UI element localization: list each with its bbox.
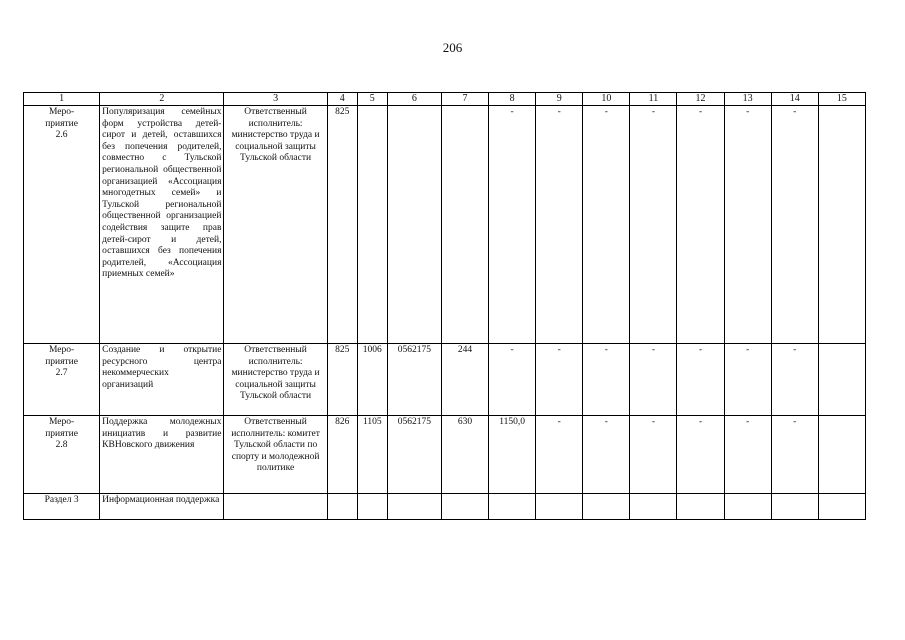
header-row (24, 93, 866, 106)
cell-c7 (441, 106, 488, 344)
row-label-line: приятие (45, 356, 78, 367)
cell-c4: 826 (327, 416, 357, 494)
cell-c8: - (489, 106, 536, 344)
cell-c13: - (724, 106, 771, 344)
cell-c6: 0562175 (387, 416, 441, 494)
cell-c15 (818, 106, 865, 344)
cell-c10 (583, 494, 630, 520)
cell-c5 (357, 106, 387, 344)
cell-c15 (818, 416, 865, 494)
cell-c13: - (724, 416, 771, 494)
page-number: 206 (442, 40, 463, 55)
cell-c12 (677, 494, 724, 520)
row-label-line: приятие (45, 428, 78, 439)
header-cell: 3 (224, 93, 327, 106)
cell-c12: - (677, 416, 724, 494)
header-cell: 4 (327, 93, 357, 106)
header-cell: 5 (357, 93, 387, 106)
section-label: Раздел 3 (24, 494, 100, 520)
cell-c11: - (630, 344, 677, 416)
cell-c11 (630, 494, 677, 520)
cell-c12: - (677, 344, 724, 416)
row-label (24, 106, 100, 344)
cell-c14: - (771, 416, 818, 494)
row-label-line: Меро- (48, 345, 75, 355)
responsible-executor (224, 494, 327, 520)
cell-c10: - (583, 416, 630, 494)
header-cell: 9 (536, 93, 583, 106)
measure-description: Создание и открытие ресурсного центра некоммерческих организаций (100, 344, 224, 416)
cell-c7: 244 (441, 344, 488, 416)
responsible-executor: Ответственный исполнитель: комитет Тульской области по спорту и молодежной политике (224, 416, 327, 494)
header-cell: 2 (100, 93, 224, 106)
cell-c14: - (771, 344, 818, 416)
header-cell: 10 (583, 93, 630, 106)
cell-c15 (818, 494, 865, 520)
cell-c6: 0562175 (387, 344, 441, 416)
cell-c9: - (536, 416, 583, 494)
cell-c15 (818, 344, 865, 416)
cell-c14 (771, 494, 818, 520)
header-cell: 6 (387, 93, 441, 106)
cell-c10: - (583, 106, 630, 344)
cell-c4: 825 (327, 344, 357, 416)
row-label-line: 2.7 (55, 368, 68, 379)
header-cell: 14 (771, 93, 818, 106)
table-row (24, 416, 866, 494)
cell-c9 (536, 494, 583, 520)
row-label-line: 2.6 (55, 130, 68, 141)
cell-c7 (441, 494, 488, 520)
cell-c4 (327, 494, 357, 520)
cell-c4: 825 (327, 106, 357, 344)
cell-c6 (387, 106, 441, 344)
section-description: Информационная поддержка (100, 494, 224, 520)
row-label-line: приятие (45, 118, 78, 129)
responsible-executor: Ответственный исполнитель: министерство труда и социальной защиты Тульской области (224, 106, 327, 344)
header-cell: 15 (818, 93, 865, 106)
cell-c5: 1006 (357, 344, 387, 416)
cell-c9: - (536, 106, 583, 344)
measure-description: Популяризация семейных форм устройства детей-сирот и детей, оставшихся без попечения родителей, совместно с Тульской региональной общественной организацией «Ассоциация многодетных семей» и Тульской региональной общественной организацией содействия защите прав детей-сирот и детей, оставшихся без попечения родителей, «Ассоциация приемных семей» (100, 106, 224, 344)
cell-c14: - (771, 106, 818, 344)
table-row (24, 344, 866, 416)
cell-c10: - (583, 344, 630, 416)
header-cell: 13 (724, 93, 771, 106)
table-row (24, 494, 866, 520)
cell-c12: - (677, 106, 724, 344)
header-cell: 12 (677, 93, 724, 106)
measure-description: Поддержка молодежных инициатив и развитие КВНовского движения (100, 416, 224, 494)
cell-c11: - (630, 416, 677, 494)
row-label-line: Меро- (48, 417, 75, 427)
cell-c13 (724, 494, 771, 520)
row-label (24, 416, 100, 494)
cell-c8: - (489, 344, 536, 416)
cell-c6 (387, 494, 441, 520)
cell-c7: 630 (441, 416, 488, 494)
cell-c11: - (630, 106, 677, 344)
cell-c13: - (724, 344, 771, 416)
header-cell: 1 (24, 93, 100, 106)
row-label-line: 2.8 (55, 440, 68, 451)
header-cell: 11 (630, 93, 677, 106)
cell-c5 (357, 494, 387, 520)
cell-c8: 1150,0 (489, 416, 536, 494)
header-cell: 7 (441, 93, 488, 106)
row-label-line: Меро- (48, 107, 75, 117)
program-measures-table (23, 92, 866, 520)
responsible-executor: Ответственный исполнитель: министерство труда и социальной защиты Тульской области (224, 344, 327, 416)
cell-c9: - (536, 344, 583, 416)
cell-c8 (489, 494, 536, 520)
table-row (24, 106, 866, 344)
header-cell: 8 (489, 93, 536, 106)
cell-c5: 1105 (357, 416, 387, 494)
row-label (24, 344, 100, 416)
